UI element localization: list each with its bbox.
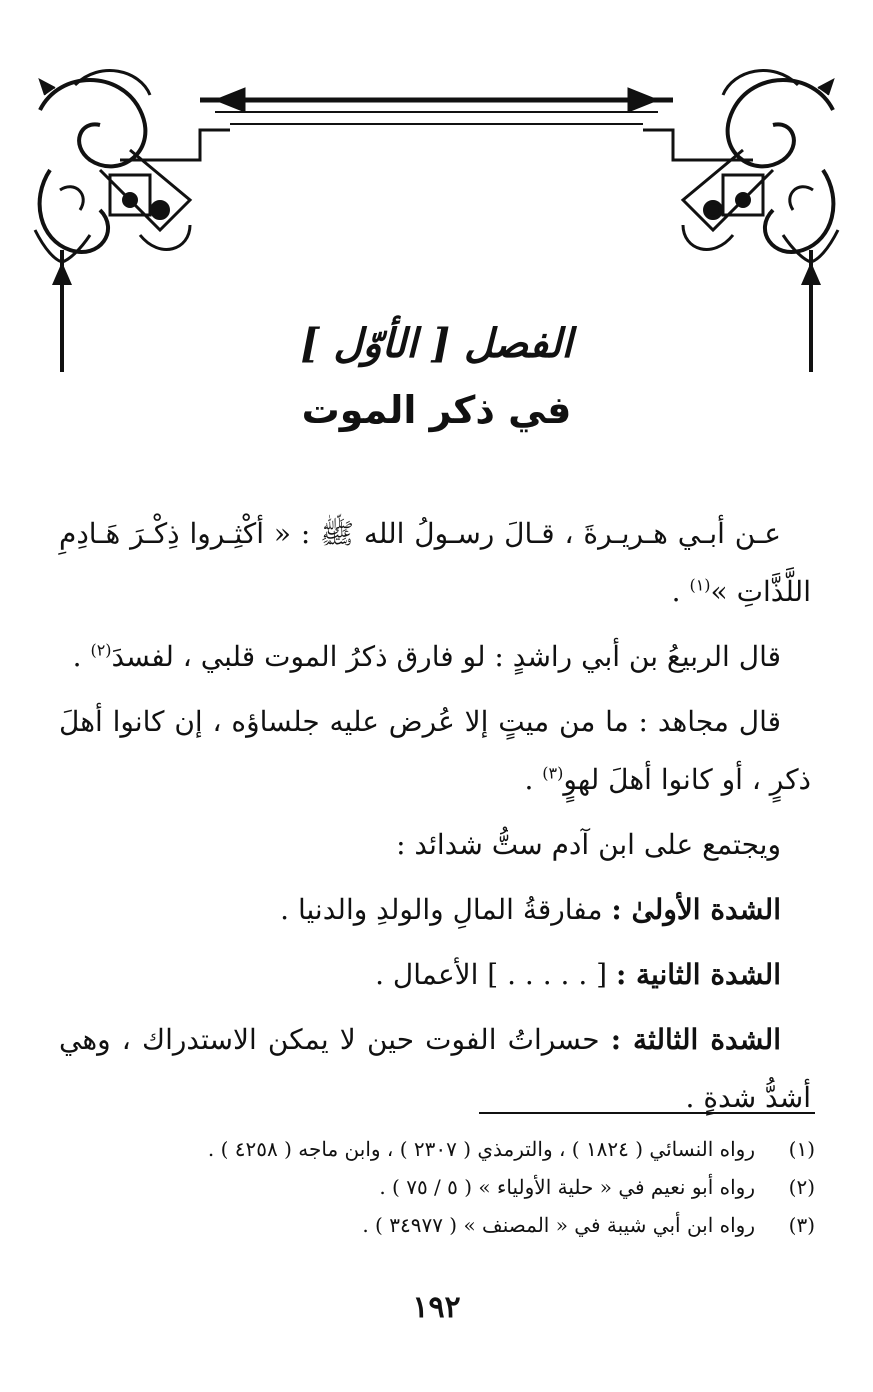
footnote-ref: (٢) bbox=[90, 640, 112, 660]
paragraph-text: قال مجاهد : ما من ميتٍ إلا عُرض عليه جلساؤه ، إن كانوا أهلَ ذكرٍ ، أو كانوا أهلَ لهوٍ bbox=[59, 705, 811, 796]
footnote-divider bbox=[479, 1112, 815, 1114]
page-number: ١٩٢ bbox=[412, 1290, 461, 1325]
chapter-title: في ذكر الموت bbox=[301, 388, 572, 432]
footnote-number: (١) bbox=[788, 1137, 815, 1161]
footnote-text: رواه ابن أبي شيبة في « المصنف » ( ٣٤٩٧٧ ) . bbox=[362, 1213, 755, 1237]
hardship-text: [ . . . . . ] الأعمال . bbox=[375, 958, 616, 991]
footnote-item bbox=[55, 1168, 815, 1206]
hardship-text: حسراتُ الفوت حين لا يمكن الاستدراك ، وهي أشدُّ شدةٍ . bbox=[59, 1023, 811, 1114]
paragraph-end: . bbox=[671, 575, 690, 608]
hardship-label: الشدة الثانية : bbox=[615, 958, 781, 991]
hardship-label: الشدة الثالثة : bbox=[610, 1023, 781, 1056]
hardship-1 bbox=[59, 881, 811, 939]
paragraph-text: ويجتمع على ابن آدم ستُّ شدائد : bbox=[396, 828, 781, 861]
paragraph-rabi bbox=[59, 628, 811, 686]
footnote-number: (٣) bbox=[788, 1213, 815, 1237]
footnotes bbox=[55, 1130, 815, 1244]
footnote-text: رواه النسائي ( ١٨٢٤ ) ، والترمذي ( ٢٣٠٧ ) ، وابن ماجه ( ٤٢٥٨ ) . bbox=[207, 1137, 755, 1161]
paragraph-text: قال الربيعُ بن أبي راشدٍ : لو فارق ذكرُ الموت قلبي ، لفسدَ bbox=[111, 640, 781, 673]
paragraph-end: . bbox=[524, 763, 543, 796]
paragraph-mujahid bbox=[59, 693, 811, 809]
chapter-label: الفصل [ الأوّل ] bbox=[300, 320, 573, 367]
hardship-2 bbox=[59, 946, 811, 1004]
hardship-label: الشدة الأولىٰ : bbox=[611, 893, 781, 926]
footnote-item bbox=[55, 1206, 815, 1244]
paragraph-end: . bbox=[72, 640, 91, 673]
footnote-text: رواه أبو نعيم في « حلية الأولياء » ( ٥ / ٧٥ ) . bbox=[379, 1175, 755, 1199]
top-bar-ornament bbox=[200, 88, 673, 124]
paragraph-hardships-intro bbox=[59, 816, 811, 874]
footnote-item bbox=[55, 1130, 815, 1168]
hardship-text: مفارقةُ المالِ والولدِ والدنيا . bbox=[280, 893, 612, 926]
footnote-number: (٢) bbox=[788, 1175, 815, 1199]
footnote-ref: (١) bbox=[689, 575, 711, 595]
hardship-3 bbox=[59, 1011, 811, 1127]
footnote-ref: (٣) bbox=[542, 763, 564, 783]
paragraph-text: عـن أبـي هـريـرةَ ، قـالَ رسـولُ الله ﷺ : « أكْثِـروا ذِكْـرَ هَـادِمِ اللَّذَّاتِ » bbox=[59, 517, 811, 608]
main-text bbox=[59, 505, 811, 1134]
paragraph-hadith bbox=[59, 505, 811, 621]
